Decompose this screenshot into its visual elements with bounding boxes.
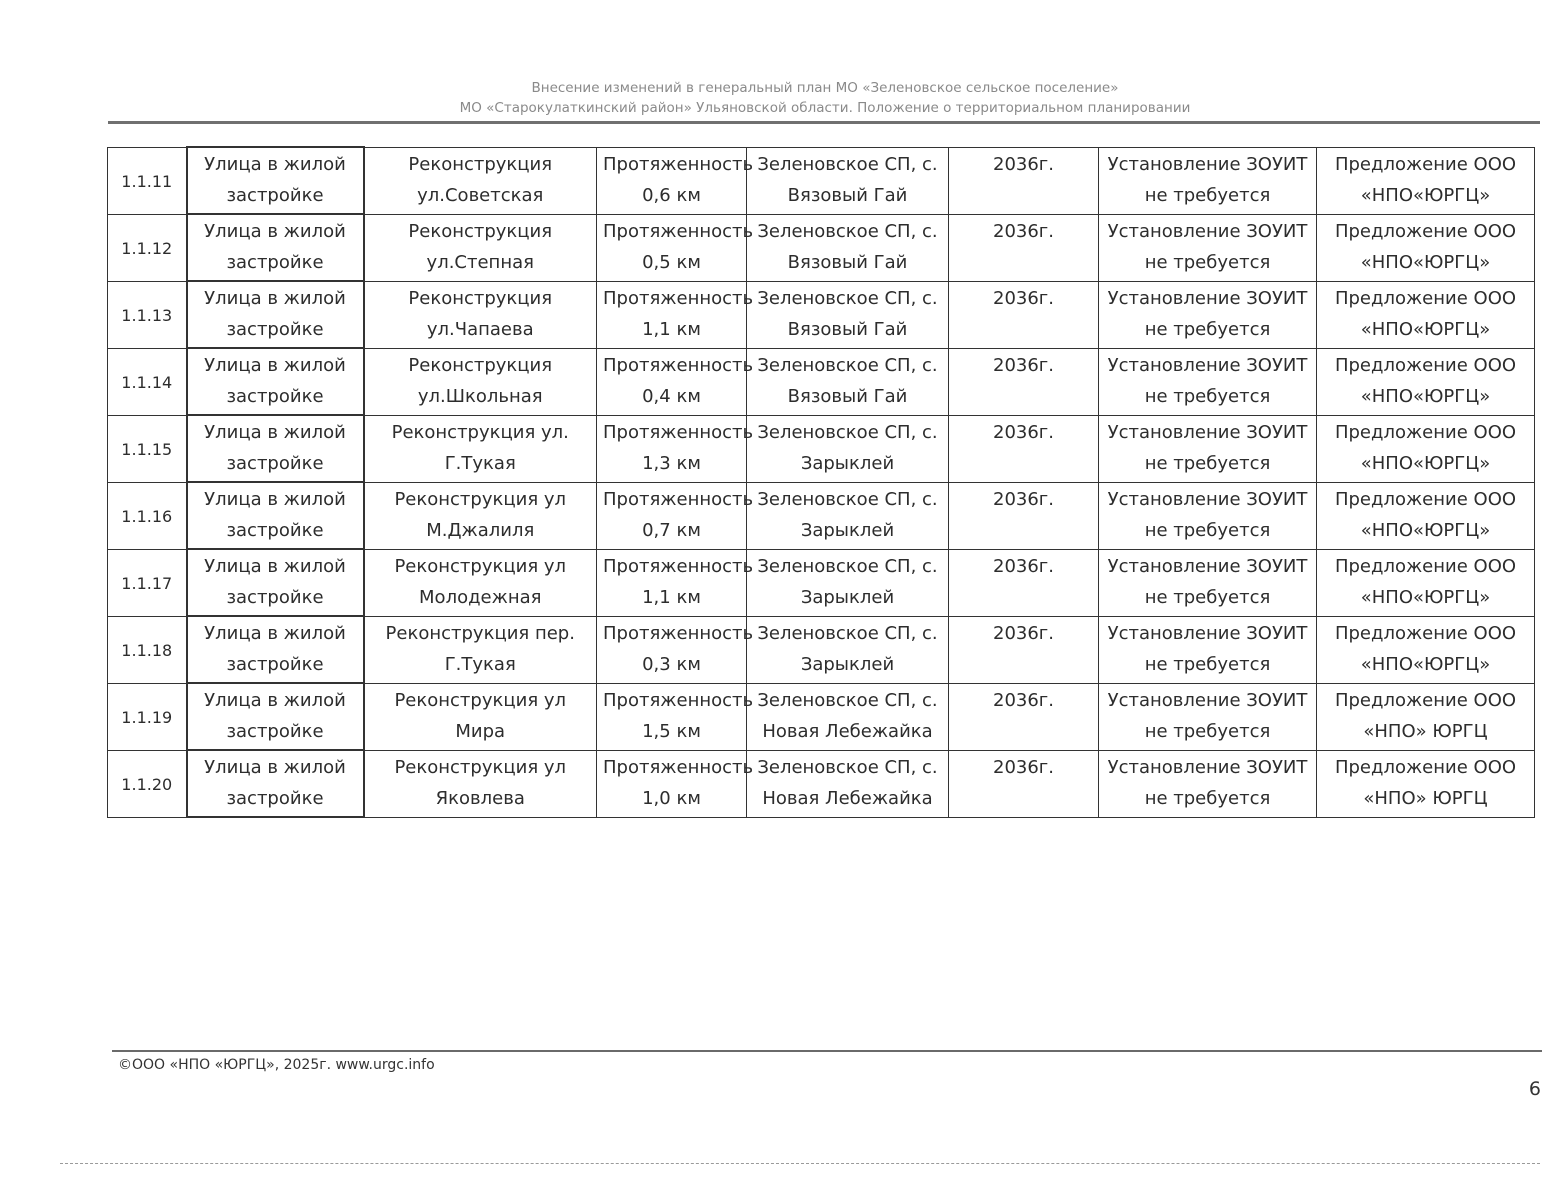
object-parameter-cell: Протяженность 0,4 км <box>597 348 747 415</box>
object-type-cell: Улица в жилой застройке <box>187 348 364 415</box>
object-parameter-cell: Протяженность 1,3 км <box>597 415 747 482</box>
zone-requirement-cell: Установление ЗОУИТ не требуется <box>1099 281 1317 348</box>
object-parameter-cell: Протяженность 0,6 км <box>597 147 747 214</box>
object-type-cell: Улица в жилой застройке <box>187 281 364 348</box>
footer-divider <box>112 1050 1542 1052</box>
zone-requirement-cell: Установление ЗОУИТ не требуется <box>1099 750 1317 817</box>
deadline-cell: 2036г. <box>949 281 1099 348</box>
object-parameter-cell: Протяженность 1,1 км <box>597 549 747 616</box>
location-cell: Зеленовское СП, с. Новая Лебежайка <box>747 683 949 750</box>
deadline-cell: 2036г. <box>949 147 1099 214</box>
table-row <box>108 482 1535 549</box>
object-type-cell: Улица в жилой застройке <box>187 214 364 281</box>
object-parameter-cell: Протяженность 1,1 км <box>597 281 747 348</box>
table-row <box>108 214 1535 281</box>
table-row <box>108 549 1535 616</box>
object-parameter-cell: Протяженность 1,0 км <box>597 750 747 817</box>
source-cell: Предложение ООО «НПО«ЮРГЦ» <box>1317 214 1535 281</box>
location-cell: Зеленовское СП, с. Вязовый Гай <box>747 348 949 415</box>
header-line-1: Внесение изменений в генеральный план МО «Зеленовское сельское поселение» <box>531 80 1119 96</box>
row-number-cell: 1.1.17 <box>108 549 187 616</box>
zone-requirement-cell: Установление ЗОУИТ не требуется <box>1099 482 1317 549</box>
object-name-cell: Реконструкция ул.Чапаева <box>364 281 597 348</box>
table-row <box>108 348 1535 415</box>
source-cell: Предложение ООО «НПО» ЮРГЦ <box>1317 683 1535 750</box>
location-cell: Зеленовское СП, с. Вязовый Гай <box>747 214 949 281</box>
deadline-cell: 2036г. <box>949 683 1099 750</box>
object-type-cell: Улица в жилой застройке <box>187 750 364 817</box>
object-parameter-cell: Протяженность 0,5 км <box>597 214 747 281</box>
location-cell: Зеленовское СП, с. Вязовый Гай <box>747 147 949 214</box>
object-name-cell: Реконструкция ул Мира <box>364 683 597 750</box>
object-name-cell: Реконструкция ул.Школьная <box>364 348 597 415</box>
source-cell: Предложение ООО «НПО«ЮРГЦ» <box>1317 616 1535 683</box>
row-number-cell: 1.1.13 <box>108 281 187 348</box>
object-type-cell: Улица в жилой застройке <box>187 147 364 214</box>
source-cell: Предложение ООО «НПО«ЮРГЦ» <box>1317 482 1535 549</box>
object-type-cell: Улица в жилой застройке <box>187 415 364 482</box>
object-type-cell: Улица в жилой застройке <box>187 482 364 549</box>
zone-requirement-cell: Установление ЗОУИТ не требуется <box>1099 549 1317 616</box>
source-cell: Предложение ООО «НПО«ЮРГЦ» <box>1317 549 1535 616</box>
table-body <box>108 147 1535 817</box>
row-number-cell: 1.1.15 <box>108 415 187 482</box>
deadline-cell: 2036г. <box>949 214 1099 281</box>
deadline-cell: 2036г. <box>949 750 1099 817</box>
table-row <box>108 750 1535 817</box>
source-cell: Предложение ООО «НПО«ЮРГЦ» <box>1317 147 1535 214</box>
object-parameter-cell: Протяженность 0,7 км <box>597 482 747 549</box>
row-number-cell: 1.1.16 <box>108 482 187 549</box>
zone-requirement-cell: Установление ЗОУИТ не требуется <box>1099 147 1317 214</box>
source-cell: Предложение ООО «НПО«ЮРГЦ» <box>1317 415 1535 482</box>
location-cell: Зеленовское СП, с. Зарыклей <box>747 415 949 482</box>
zone-requirement-cell: Установление ЗОУИТ не требуется <box>1099 616 1317 683</box>
zone-requirement-cell: Установление ЗОУИТ не требуется <box>1099 415 1317 482</box>
table-row <box>108 616 1535 683</box>
object-type-cell: Улица в жилой застройке <box>187 549 364 616</box>
row-number-cell: 1.1.19 <box>108 683 187 750</box>
row-number-cell: 1.1.12 <box>108 214 187 281</box>
source-cell: Предложение ООО «НПО«ЮРГЦ» <box>1317 348 1535 415</box>
object-name-cell: Реконструкция ул Яковлева <box>364 750 597 817</box>
object-name-cell: Реконструкция ул Молодежная <box>364 549 597 616</box>
object-type-cell: Улица в жилой застройке <box>187 616 364 683</box>
bottom-edge-line <box>60 1163 1540 1164</box>
row-number-cell: 1.1.14 <box>108 348 187 415</box>
page-header <box>110 78 1540 118</box>
header-line-2: МО «Старокулаткинский район» Ульяновской области. Положение о территориальном планировании <box>459 100 1191 116</box>
deadline-cell: 2036г. <box>949 348 1099 415</box>
location-cell: Зеленовское СП, с. Вязовый Гай <box>747 281 949 348</box>
table-row <box>108 415 1535 482</box>
object-name-cell: Реконструкция пер. Г.Тукая <box>364 616 597 683</box>
deadline-cell: 2036г. <box>949 616 1099 683</box>
location-cell: Зеленовское СП, с. Зарыклей <box>747 616 949 683</box>
object-parameter-cell: Протяженность 0,3 км <box>597 616 747 683</box>
location-cell: Зеленовское СП, с. Зарыклей <box>747 549 949 616</box>
planning-table <box>107 146 1535 818</box>
location-cell: Зеленовское СП, с. Зарыклей <box>747 482 949 549</box>
source-cell: Предложение ООО «НПО» ЮРГЦ <box>1317 750 1535 817</box>
object-name-cell: Реконструкция ул.Степная <box>364 214 597 281</box>
deadline-cell: 2036г. <box>949 549 1099 616</box>
zone-requirement-cell: Установление ЗОУИТ не требуется <box>1099 214 1317 281</box>
table-row <box>108 281 1535 348</box>
object-name-cell: Реконструкция ул.Советская <box>364 147 597 214</box>
deadline-cell: 2036г. <box>949 415 1099 482</box>
row-number-cell: 1.1.11 <box>108 147 187 214</box>
row-number-cell: 1.1.20 <box>108 750 187 817</box>
object-name-cell: Реконструкция ул М.Джалиля <box>364 482 597 549</box>
table-row <box>108 147 1535 214</box>
page-number: 6 <box>1528 1078 1541 1100</box>
zone-requirement-cell: Установление ЗОУИТ не требуется <box>1099 348 1317 415</box>
header-divider <box>108 121 1540 124</box>
location-cell: Зеленовское СП, с. Новая Лебежайка <box>747 750 949 817</box>
source-cell: Предложение ООО «НПО«ЮРГЦ» <box>1317 281 1535 348</box>
table-row <box>108 683 1535 750</box>
deadline-cell: 2036г. <box>949 482 1099 549</box>
object-name-cell: Реконструкция ул. Г.Тукая <box>364 415 597 482</box>
object-type-cell: Улица в жилой застройке <box>187 683 364 750</box>
row-number-cell: 1.1.18 <box>108 616 187 683</box>
zone-requirement-cell: Установление ЗОУИТ не требуется <box>1099 683 1317 750</box>
footer-copyright: ©ООО «НПО «ЮРГЦ», 2025г. www.urgc.info <box>118 1057 435 1073</box>
object-parameter-cell: Протяженность 1,5 км <box>597 683 747 750</box>
